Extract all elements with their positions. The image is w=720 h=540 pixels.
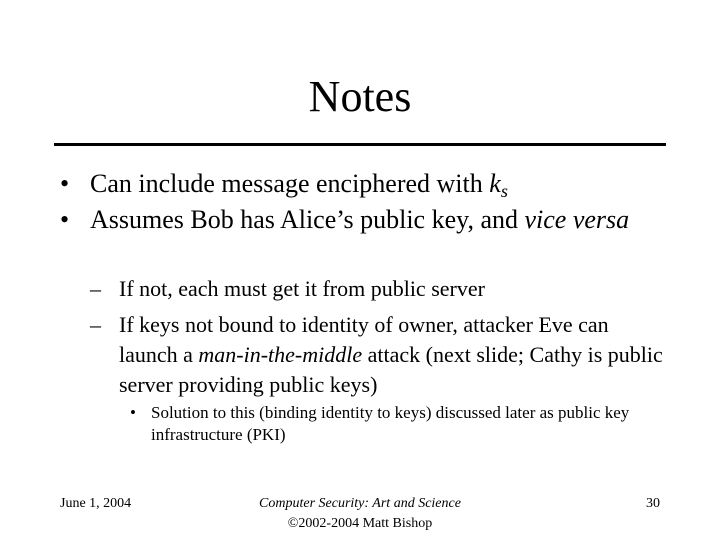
sub-bullet-item [90,310,670,400]
key-subscript: s [500,181,508,202]
footer-course-title: Computer Security: Art and Science [259,496,461,511]
footer-copyright: ©2002-2004 Matt Bishop [287,516,433,531]
sub-bullet-item [90,274,670,304]
sub-sub-bullet-item [130,402,650,446]
sub-bullet-text-end: attack (next slide; Cathy is public server providing public keys) [119,342,663,397]
page-number: 30 [646,496,660,511]
bullet-text-main: Can include message enciphered with [90,169,490,198]
sub-bullet-text [90,310,670,400]
bullet-text [60,168,660,202]
bullet-item [60,204,660,236]
sub-bullet-marker: – [90,276,101,301]
sub-bullet-text: If not, each must get it from public server [119,276,485,301]
bullet-marker: • [60,169,70,198]
sub-bullet-text-main: If keys not bound to identity of owner, attacker Eve can launch a [119,312,609,367]
bullet-text-main: Assumes Bob has Alice’s public key, and [90,205,525,234]
bullet-text [60,204,660,236]
title-divider [54,143,666,146]
bullet-item [60,168,660,202]
key-variable: k [489,169,501,198]
bullet-marker: • [60,205,70,234]
sub-sub-bullet-marker: • [130,403,136,422]
footer-course [210,494,510,534]
sub-bullet-text-italic: man-in-the-middle [198,342,363,367]
sub-sub-bullet-text: Solution to this (binding identity to keys) discussed later as public key infrastructure (PKI) [151,403,630,444]
slide-title: Notes [308,72,412,121]
sub-bullet-marker: – [90,312,101,337]
bullet-text-italic: vice versa [524,205,630,234]
footer-date: June 1, 2004 [60,496,132,511]
